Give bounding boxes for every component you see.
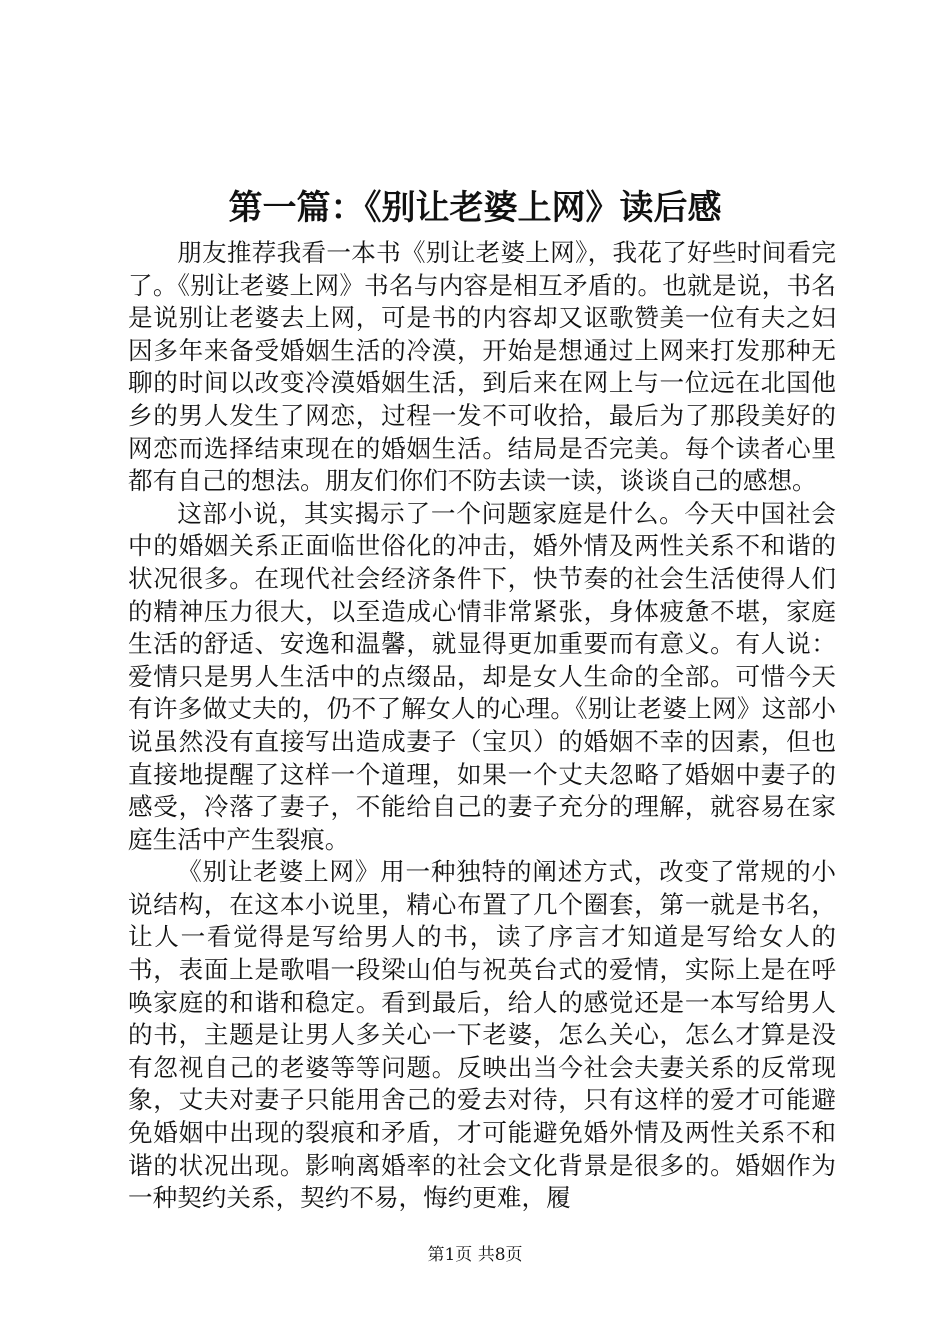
paragraph-3: 《别让老婆上网》用一种独特的阐述方式，改变了常规的小说结构，在这本小说里，精心布置了几个圈套，第一就是书名，让人一看觉得是写给男人的书，读了序言才知道是写给女人的书，表面上是歌唱一段梁山伯与祝英台式的爱情，实际上是在呼唤家庭的和谐和稳定。看到最后，给人的感觉还是一本写给男人的书，主题是让男人多关心一下老婆，怎么关心，怎么才算是没有忽视自己的老婆等等问题。反映出当今社会夫妻关系的反常现象，丈夫对妻子只能用舍己的爱去对待，只有这样的爱才可能避免婚姻中出现的裂痕和矛盾，才可能避免婚外情及两性关系不和谐的状况出现。影响离婚率的社会文化背景是很多的。婚姻作为一种契约关系，契约不易，悔约更难，履 [128, 857, 836, 1213]
page-footer: 第1页 共8页 [427, 1245, 523, 1265]
paragraph-2: 这部小说，其实揭示了一个问题家庭是什么。今天中国社会中的婚姻关系正面临世俗化的冲击，婚外情及两性关系不和谐的状况很多。在现代社会经济条件下，快节奏的社会生活使得人们的精神压力很大，以至造成心情非常紧张，身体疲惫不堪，家庭生活的舒适、安逸和温馨，就显得更加重要而有意义。有人说：爱情只是男人生活中的点缀品，却是女人生命的全部。可惜今天有许多做丈夫的，仍不了解女人的心理。《别让老婆上网》这部小说虽然没有直接写出造成妻子（宝贝）的婚姻不幸的因素，但也直接地提醒了这样一个道理，如果一个丈夫忽略了婚姻中妻子的感受，冷落了妻子，不能给自己的妻子充分的理解，就容易在家庭生活中产生裂痕。 [128, 498, 836, 854]
document-body [128, 237, 836, 1215]
document-title: 第一篇：《别让老婆上网》读后感 [228, 188, 722, 228]
paragraph-1: 朋友推荐我看一本书《别让老婆上网》，我花了好些时间看完了。《别让老婆上网》书名与内容是相互矛盾的。也就是说，书名是说别让老婆去上网，可是书的内容却又讴歌赞美一位有夫之妇因多年来备受婚姻生活的冷漠，开始是想通过上网来打发那种无聊的时间以改变冷漠婚姻生活，到后来在网上与一位远在北国他乡的男人发生了网恋，过程一发不可收拾，最后为了那段美好的网恋而选择结束现在的婚姻生活。结局是否完美。每个读者心里都有自己的想法。朋友们你们不防去读一读，谈谈自己的感想。 [128, 238, 836, 496]
